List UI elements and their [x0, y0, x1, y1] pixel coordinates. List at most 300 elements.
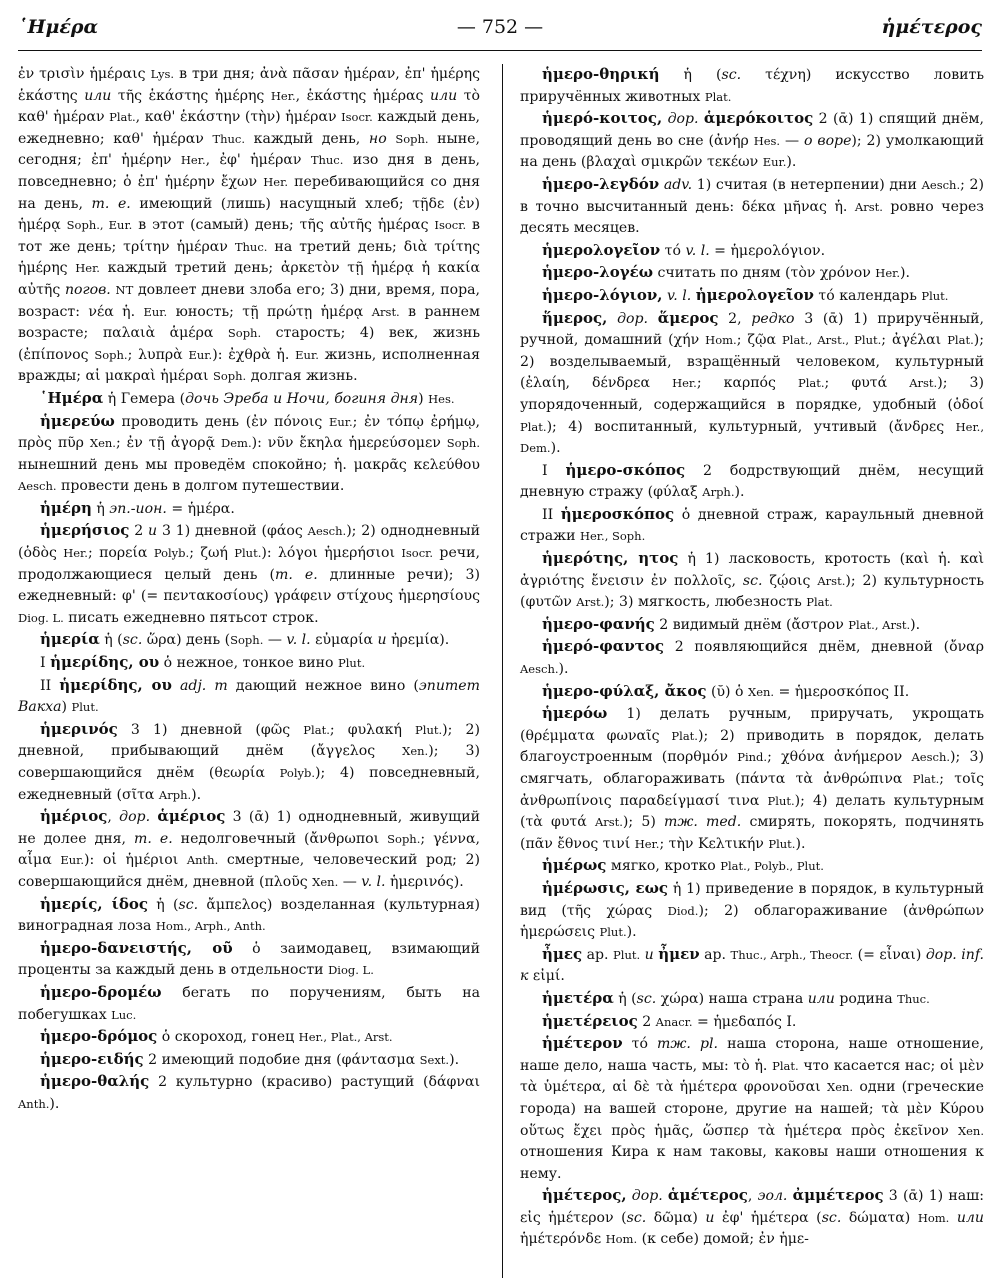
definition-text: ровно через десять месяцев. — [520, 198, 984, 237]
source-citation: Plat. — [806, 595, 833, 610]
source-citation: Thuc., Arph., Theocr. — [730, 947, 854, 962]
headword: ἡμερεύω — [40, 411, 115, 430]
italic-note: т. е. — [134, 830, 173, 847]
source-citation: Thuc. — [897, 991, 930, 1006]
definition-text: провести день в долгом путешествии. — [56, 478, 345, 495]
definition-text: 2 появляющийся днём, дневной (ὄναρ — [663, 639, 984, 656]
definition-text: ). — [795, 835, 806, 852]
definition-text: ); 4) воспитанный, культурный, учтивый (ἄνδρες — [546, 418, 956, 435]
dictionary-entry — [520, 548, 984, 614]
definition-text: ; τοῖς ἀνθρωπίνοις παραδείγμασί τινα — [520, 771, 984, 809]
source-citation: Isocr. — [341, 110, 373, 125]
source-citation: Her. — [180, 153, 206, 168]
source-citation: Arst. — [576, 595, 605, 610]
source-citation: Thuc. — [310, 153, 344, 168]
italic-note: и — [148, 523, 158, 540]
headword: ἅμερος — [657, 308, 719, 327]
definition-text: ); 2) культурность (φυτῶν — [520, 572, 984, 611]
dictionary-entry — [18, 652, 480, 675]
definition-text: ); 3) мягкость, любезность — [604, 594, 807, 611]
italic-note: но — [368, 130, 387, 147]
headword: ἡμερήσιος — [40, 521, 130, 540]
source-citation: Plut. — [767, 793, 795, 808]
source-citation: Eur. — [143, 304, 168, 319]
dictionary-entry — [520, 988, 984, 1011]
source-citation: Plat. — [947, 333, 974, 348]
definition-text: дающий нежное вино ( — [227, 677, 419, 694]
definition-text: имеющий (лишь) насущный хлеб; τῇδε (ἐν) ἡμέρᾳ — [18, 195, 480, 234]
definition-text: ). — [734, 484, 745, 501]
definition-text: ; ζῷα — [736, 332, 783, 349]
dictionary-entry — [520, 240, 984, 263]
definition-text: (к себе) домой; ἐν ἡμε- — [637, 1231, 809, 1248]
italic-note: дор. inf. к — [520, 946, 985, 985]
definition-text: ). — [626, 924, 637, 941]
definition-text: что касается нас; οἱ μὲν τὰ ὑμέτερα, αἱ δὲ τὰ ἡμέτερα φρονοῦσαι — [520, 1057, 984, 1096]
source-citation: Eur. — [188, 347, 213, 362]
definition-text: (= εἶναι) — [853, 946, 926, 963]
headword: ἡμερο-φανής — [542, 614, 655, 633]
dictionary-entry — [18, 629, 480, 652]
definition-text: ныне, сегодня; ἐπ' ἡμέρην — [18, 130, 480, 169]
source-citation: Plut. — [599, 925, 627, 940]
italic-note: эпитет Вакха — [18, 677, 480, 716]
definition-text: (ῠ) ὁ — [706, 683, 749, 700]
dictionary-entry — [520, 878, 984, 944]
dictionary-entry — [520, 681, 984, 704]
definition-text: каждый третий день; ἀρκετὸν τῇ ἡμέρᾳ ἡ κακία αὐτῆς — [18, 260, 480, 298]
definition-text: ἡ ( — [613, 990, 637, 1007]
source-citation: Her., Soph. — [579, 529, 646, 544]
source-citation: Plat. — [704, 89, 732, 104]
source-citation: Her. — [270, 88, 296, 103]
definition-text: ; ζωή — [189, 545, 235, 562]
dictionary-entry — [520, 108, 984, 174]
dictionary-entry — [520, 262, 984, 285]
definition-text: ; 2) в точно высчитанный день: δέκα μῆνας ἡ. — [520, 176, 984, 215]
headword: ῾Ημέρα — [40, 388, 104, 407]
source-citation: Her. — [263, 174, 288, 189]
definition-text: ἡ 1) ласковость, кротость (καὶ ἡ. καὶ ἀγριότης ἔνεισιν ἐν πολλοῖς, — [520, 551, 984, 589]
definition-text: 2 (ᾱ) 1) спящий днём, проводящий день во сне (ἀνήρ — [520, 111, 985, 149]
definition-text: ἡ ( — [99, 632, 123, 649]
definition-text: долгая жизнь. — [246, 368, 358, 385]
definition-text: I — [40, 655, 51, 672]
source-citation: Arph. — [702, 485, 735, 500]
definition-text: 1) считая (в нетерпении) дни — [692, 176, 922, 193]
source-citation: NT — [115, 282, 134, 297]
source-citation: Plat., Arst. — [848, 617, 911, 632]
source-citation: Plat., Polyb., Plut. — [720, 859, 824, 874]
dictionary-entry — [18, 938, 480, 982]
definition-text: смирять, покорять, подчинять (πᾶν ἔθνος τινί — [520, 814, 984, 852]
definition-text: II — [40, 677, 60, 694]
definition-text: 3 (ᾱ) 1) наш: εἰς ἡμέτερον ( — [520, 1188, 985, 1226]
definition-text: ἡ 1) приведение в порядок, в культурный вид (τῆς χώρας — [520, 880, 984, 919]
definition-text: τῆς ἑκάστης ἡμέρης — [111, 87, 271, 104]
source-citation: Soph. — [94, 347, 128, 362]
definition-text: ζῴοις — [762, 572, 818, 589]
source-citation: Thuc. — [234, 239, 268, 254]
source-citation: Arst. — [594, 815, 623, 830]
definition-text: ); 4) делать культурным (τὰ φυτά — [520, 792, 984, 831]
source-citation: Plat. — [520, 419, 547, 434]
headword: ἁμερόκοιτος — [703, 109, 814, 128]
source-citation: Soph. — [227, 326, 262, 341]
source-citation: Soph. — [446, 436, 480, 451]
definition-text: ). — [786, 154, 797, 171]
definition-text: ); 3) упорядоченный, содержащийся в порядке, удобный (ὁδοί — [520, 375, 984, 413]
source-citation: Eur. — [60, 853, 85, 868]
dictionary-entry — [18, 411, 480, 498]
source-citation: Hom. — [605, 1232, 638, 1247]
source-citation: Lys. — [150, 67, 175, 81]
definition-text: ); 2) облагораживание (ἀνθρώπων ἡμερώσεις — [520, 902, 985, 941]
source-citation: Plut. — [234, 546, 262, 561]
definition-text: 2 культурно (красиво) растущий (δάφναι — [149, 1074, 480, 1091]
dictionary-entry — [520, 1033, 984, 1185]
headword: ἡμερολογεῖον — [542, 240, 661, 259]
definition-text: в тот же день; τρίτην ἡμέραν — [18, 217, 480, 255]
dictionary-entry — [18, 1049, 480, 1072]
source-citation: Plat. — [671, 728, 698, 743]
headword: ἡμέτερος, — [542, 1186, 627, 1205]
definition-text: τό — [660, 242, 686, 259]
headword: ἡμερινός — [40, 719, 118, 738]
source-citation: Her., Dem. — [520, 419, 984, 456]
definition-text: отношения Кира к нам таковы, каковы наши отношения к нему. — [520, 1144, 984, 1182]
definition-text: наша сторона, наше отношение, наше дело, наша часть, мы: τὸ ἡ. — [520, 1036, 984, 1074]
italic-note: и — [644, 946, 654, 963]
headword: ἡμερο-θαλής — [40, 1072, 150, 1091]
definition-text: τέχνη) искусство ловить приручённых животных — [520, 67, 985, 105]
definition-text: ἡμερινός). — [385, 873, 464, 890]
definition-text: смертные, человеческий род; 2) совершающийся днём, дневной (πλοῦς — [18, 852, 480, 890]
definition-text: τό — [622, 1036, 658, 1053]
source-citation: Aesch. — [911, 750, 951, 765]
italic-note: adv. — [663, 176, 693, 193]
dictionary-entry — [520, 504, 984, 548]
definition-text: на третий день; διὰ τρίτης ἡμέρης — [18, 238, 481, 277]
header-rule — [18, 50, 982, 51]
definition-text: ) — [418, 390, 429, 407]
source-citation: Diog. L. — [328, 963, 374, 978]
headword: ἡμερο-λόγιον, — [542, 285, 663, 304]
source-citation: Plat. — [912, 772, 940, 786]
source-citation: Eur. — [295, 347, 319, 362]
dictionary-entry — [18, 1026, 480, 1049]
italic-note: дор. — [119, 809, 151, 826]
definition-text: проводить день (ἐν πόνοις — [114, 413, 329, 430]
definition-text: ; φυτά — [824, 375, 910, 392]
definition-text: ). — [449, 1051, 460, 1068]
source-citation: Plat. — [797, 376, 825, 391]
definition-text: — — [338, 873, 362, 890]
dictionary-entry — [18, 719, 480, 806]
headword: ἡμερόω — [542, 704, 608, 723]
definition-text: ἐν τρισὶν ἡμέραις — [18, 66, 151, 82]
source-citation: Xen. — [957, 1123, 984, 1138]
definition-text: в раннем возрасте; παλαιὰ ἁμέρα — [18, 303, 480, 342]
dictionary-entry — [18, 806, 480, 893]
definition-text: в три дня; ἀνὰ πᾶσαν ἡμέραν, ἐπ' ἡμέρης ἑκάστης — [18, 66, 480, 104]
definition-text: δώματα) — [841, 1209, 918, 1226]
italic-note: тж. pl. — [657, 1036, 718, 1053]
definition-text: ἡ ( — [659, 67, 722, 83]
source-citation: Plat. — [772, 1058, 799, 1073]
source-citation: Plut. — [921, 288, 949, 303]
source-citation: Soph. — [212, 369, 247, 384]
italic-note: или — [430, 87, 458, 104]
definition-text: 3 (ᾱ) 1) однодневный, живущий не долее дня, — [18, 809, 480, 847]
source-citation: Arph. — [158, 787, 192, 802]
italic-note: v. l. — [667, 287, 692, 304]
source-citation: Anth. — [186, 853, 219, 868]
definition-text: писать ежедневно пятьсот строк. — [63, 609, 319, 626]
source-citation: Aesch. — [921, 177, 961, 192]
definition-text: ἠρεμία). — [386, 632, 450, 649]
definition-text: ); 5) — [622, 814, 664, 831]
definition-text: каждый день, ежедневно; καθ' ἡμέραν — [18, 109, 480, 147]
italic-note: и — [705, 1209, 715, 1226]
definition-text: ὁ заимодавец, взимающий проценты за каждый день в отдельности — [18, 940, 481, 979]
source-citation: Diog. L. — [18, 610, 64, 625]
definition-text: недолговечный (ἄνθρωποι — [172, 830, 388, 847]
definition-text: каждый день, — [245, 130, 369, 147]
source-citation: Anacr. — [655, 1014, 693, 1029]
definition-text: 2 видимый днём (ἄστρον — [654, 616, 849, 633]
source-citation: Her. — [63, 546, 88, 561]
definition-text: 2 имеющий подобие дня (φάντασμα — [143, 1051, 420, 1068]
definition-text: ): λόγοι ἡμερήσιοι — [261, 545, 402, 562]
source-citation: Sext. — [419, 1052, 450, 1067]
dictionary-entry — [18, 1071, 480, 1115]
dictionary-entry — [520, 1011, 984, 1034]
headword: ἡμέριος — [40, 807, 108, 826]
source-citation: Xen. — [312, 874, 339, 889]
definition-text: нынешний день мы проведём спокойно; ἡ. μακρᾶς κελεύθου — [18, 456, 480, 473]
headword: ἥμερος, — [542, 308, 608, 327]
source-citation: Xen. — [89, 436, 116, 451]
definition-text: εἰμί. — [528, 968, 565, 985]
definition-text: I — [542, 462, 566, 479]
headword: ἡμερο-λεγδόν — [542, 174, 660, 193]
definition-text: , — [107, 809, 120, 826]
source-citation: Arst. — [909, 376, 938, 391]
definition-text: ): νῦν ἔκηλα ἡμερεύσομεν — [251, 435, 447, 452]
headword: ἡμερο-δανειστής, οῦ — [40, 938, 233, 957]
headword: ἁμέριος — [157, 807, 226, 826]
definition-text — [607, 311, 617, 327]
headword: ἡμερίδης, ου — [50, 653, 160, 672]
definition-text: ; χθόνα ἀνήμερον — [767, 749, 912, 766]
definition-text: 2, — [718, 310, 752, 327]
italic-note: v. l. — [361, 873, 386, 890]
dictionary-entry — [520, 1185, 984, 1251]
right-column — [520, 64, 984, 1251]
dictionary-entry — [18, 675, 480, 719]
dictionary-entry — [520, 636, 984, 680]
dictionary-entry — [520, 944, 984, 988]
source-citation: Soph., Eur. — [66, 218, 133, 233]
definition-text: ; τὴν Κελτικήν — [659, 835, 769, 852]
definition-text: ; πορεία — [87, 545, 154, 562]
source-citation: Hom., Arph., Anth. — [155, 919, 266, 934]
italic-note: sc. — [721, 67, 742, 83]
definition-text: ); 2) приводить в порядок, делать благоустроенным (πορθμόν — [520, 727, 984, 766]
definition-text: ). — [550, 440, 561, 457]
definition-text: ap. — [699, 946, 731, 963]
definition-text: δῶμα) — [646, 1209, 706, 1226]
source-citation: Dem. — [221, 436, 252, 451]
definition-text: ὥρα) день ( — [142, 632, 231, 649]
source-citation: Isocr. — [401, 546, 434, 561]
source-citation: Diod. — [667, 903, 699, 918]
definition-text: = ἡμεροσκόπος II. — [774, 683, 910, 700]
source-citation: Thuc. — [212, 131, 246, 146]
definition-text: = ἡμέρα. — [166, 500, 235, 517]
definition-text — [648, 311, 658, 327]
definition-text: длинные речи); 3) ежедневный: φ' (= πεντακοσίους) γράφειν στίχους ἡμερησίους — [18, 566, 480, 605]
definition-text: считать по дням (τὸν χρόνον — [653, 265, 876, 282]
definition-text: ; φυλακή — [329, 721, 416, 738]
definition-text: ): οἱ ἡμέριοι — [84, 852, 187, 869]
headword: ἀμμέτερος — [792, 1186, 884, 1205]
headword: ἦμεν — [658, 944, 700, 963]
headword: ἡμερία — [40, 630, 100, 649]
definition-text: = ἡμεδαπός I. — [692, 1013, 797, 1030]
definition-text: мягко, кротко — [606, 858, 721, 875]
definition-text: в этот (самый) день; τῆς αὐτῆς ἡμέρας — [132, 217, 435, 234]
italic-note: adj. m — [180, 677, 228, 694]
definition-text: ἡ Гемера ( — [103, 390, 186, 407]
entry-continuation — [18, 64, 480, 388]
definition-text: одни (греческие города) на вашей стороне, другие на нашей; τὰ μὲν Κύρου οὕτως ἔχει πρὸς ἡμᾶς, ὥσπερ τὰ ἡμέτερα πρὸς ἐκεῖνον — [520, 1079, 984, 1139]
definition-text: , ἑκάστης ἡμέρας — [295, 87, 431, 104]
headword: ἡμερο-ειδής — [40, 1049, 144, 1068]
definition-text: 2 — [637, 1013, 656, 1030]
definition-text: перебивающийся со дня на день, — [18, 173, 480, 212]
source-citation: Plut. — [768, 836, 796, 851]
source-citation: Her. — [634, 836, 660, 851]
headword: ἡμερίδης, ου — [59, 675, 172, 694]
definition-text: ἡ ( — [148, 896, 179, 913]
definition-text: ; ἐν τῇ ἀγορᾷ — [115, 435, 222, 452]
italic-note: дор. — [631, 1188, 663, 1205]
source-citation: Aesch. — [18, 479, 57, 494]
definition-text: ἡμέτερόνδε — [520, 1231, 606, 1248]
headword: ἁμέτερος — [667, 1186, 748, 1205]
dictionary-entry — [18, 982, 480, 1026]
source-citation: Arst. — [817, 573, 846, 588]
definition-text: ; ἀγέλαι — [881, 332, 948, 349]
italic-note: v. l. — [286, 632, 311, 649]
source-citation: Hom. — [917, 1210, 950, 1225]
definition-text: ); 2) умолкающий на день (βλαχαὶ σμικρῶν τεκέων — [520, 132, 984, 171]
definition-text: ὁ скороход, гонец — [157, 1029, 299, 1046]
page-header — [18, 12, 982, 46]
source-citation: Eur. — [762, 155, 787, 170]
dictionary-entry — [520, 308, 984, 460]
headword: ἡμέρως — [542, 856, 607, 875]
dictionary-entry — [18, 498, 480, 521]
source-citation: Her. — [672, 376, 697, 391]
headword: ἦμες — [542, 944, 583, 963]
definition-text: 1) делать ручным, приручать, укрощать (θρέμματα φωναῖς — [520, 706, 984, 744]
definition-text: ); 2) дневной, прибывающий днём (ἄγγελος — [18, 721, 480, 760]
italic-note: и — [377, 632, 387, 649]
definition-text: ; λυπρὰ — [127, 346, 189, 363]
headword: ἡμέρωσις, εως — [542, 878, 669, 897]
definition-text: ); 3) совершающийся днём (θεωρία — [18, 743, 480, 781]
source-citation: Aesch. — [520, 662, 559, 677]
headword: ἡμερο-φύλαξ, ἄκος — [542, 681, 707, 700]
source-citation: Soph. — [387, 831, 421, 846]
source-citation: Soph. — [395, 131, 429, 146]
headword: ἡμερο-δρομέω — [40, 982, 162, 1001]
source-citation: Her., Plat., Arst. — [298, 1030, 393, 1045]
definition-text: ). — [191, 786, 202, 803]
italic-note: т. е. — [274, 566, 318, 583]
source-citation: Plat., Arst., Plut. — [782, 333, 882, 348]
headword: ἡμερό-φαντος — [542, 637, 664, 656]
definition-text: , καθ' ἑκάστην (τὴν) ἡμέραν — [135, 109, 342, 126]
definition-text: ). — [900, 265, 911, 282]
definition-text: ) — [61, 699, 72, 716]
italic-note: sc. — [626, 1209, 647, 1226]
definition-text: ); 2) возделываемый, взращённый человеком, культурный (ἐλαίη, δένδρεα — [520, 332, 984, 392]
headword: ἡμέτερον — [542, 1034, 623, 1053]
definition-text: τὸ καθ' ἡμέραν — [18, 87, 480, 126]
definition-text: εὐμαρία — [310, 632, 378, 649]
italic-note: sc. — [122, 632, 143, 649]
dictionary-entry — [18, 388, 480, 411]
definition-text: ); 2) однодневный (ὁδὸς — [18, 523, 480, 562]
headword: ἡμεροσκόπος — [560, 504, 675, 523]
italic-note: v. l. — [685, 242, 710, 259]
definition-text: родина — [834, 990, 898, 1007]
source-citation: Hes. — [428, 391, 455, 406]
definition-text: , ἐφ' ἡμέραν — [205, 152, 311, 169]
definition-text: 3 (ᾱ) 1) приручённый, ручной, домашний (χήν — [520, 310, 984, 349]
headword: ἡμερο-σκόπος — [565, 460, 686, 479]
headword: ἡμερολογεῖον — [695, 285, 814, 304]
source-citation: Her. — [75, 261, 100, 276]
source-citation: Plut. — [415, 722, 443, 737]
italic-note: погов. — [64, 281, 111, 298]
definition-text: 3 1) дневной (φάος — [157, 523, 308, 540]
italic-note: sc. — [821, 1209, 842, 1226]
italic-note: о воре — [803, 132, 852, 149]
italic-note: sc. — [178, 896, 199, 913]
definition-text: ): ἐχθρὰ ἡ. — [212, 346, 296, 363]
source-citation: Isocr. — [434, 218, 467, 233]
source-citation: Hes. — [753, 133, 781, 148]
definition-text: ). — [49, 1095, 60, 1112]
italic-note: редко — [751, 310, 795, 327]
source-citation: Anth. — [18, 1096, 50, 1111]
source-citation: Xen. — [748, 684, 775, 699]
definition-text: ἄμπελος) возделанная (культурная) виноградная лоза — [18, 896, 480, 935]
definition-text: 2 бодрствующий днём, несущий дневную стражу (φύλαξ — [520, 462, 984, 501]
dictionary-entry — [18, 894, 480, 938]
dictionary-entry — [520, 855, 984, 878]
definition-text: ); 4) повседневный, ежедневный (σῖτα — [18, 765, 480, 803]
source-citation: Plut. — [338, 656, 366, 671]
source-citation: Eur. — [328, 414, 353, 429]
definition-text: юность; τῇ πρώτῃ ἡμέρᾳ — [167, 303, 372, 320]
definition-text: = ἡμερολόγιον. — [709, 242, 826, 259]
